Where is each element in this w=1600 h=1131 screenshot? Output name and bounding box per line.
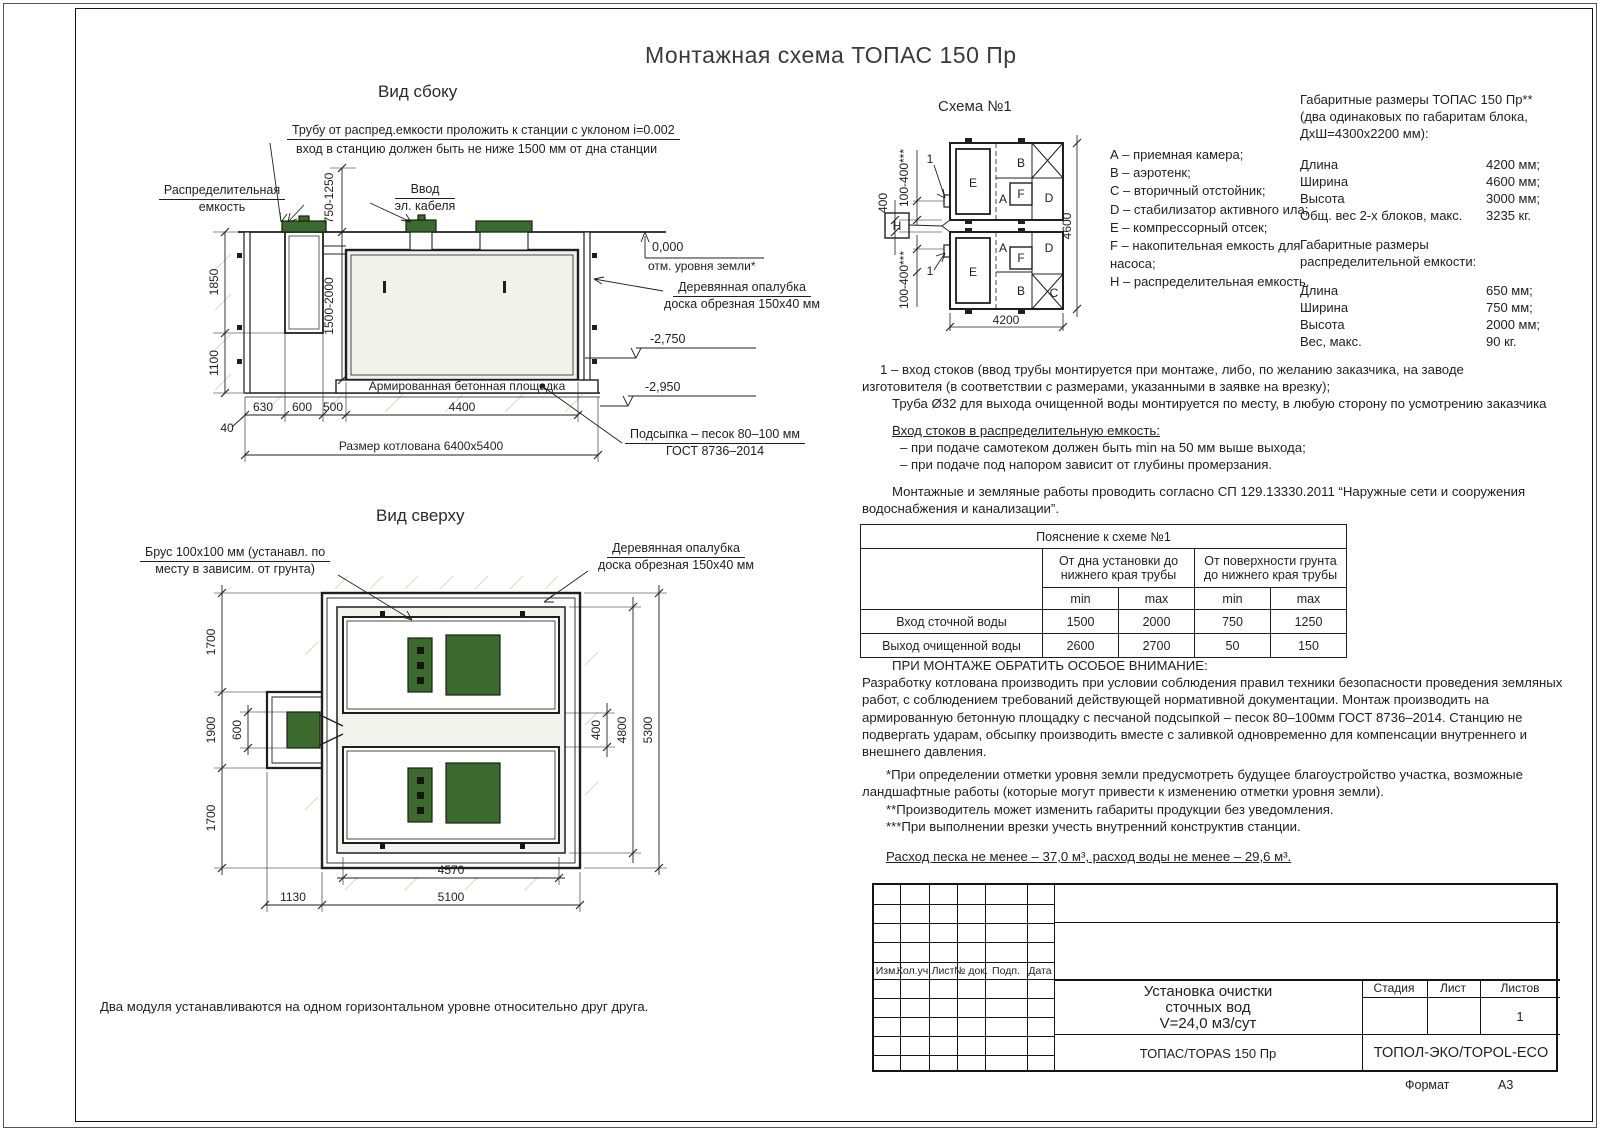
tb-header-izm: Изм. [875,965,899,977]
stage-label: Стадия [1373,981,1415,995]
table-row: Вход сточной воды 1500 2000 750 1250 [861,610,1347,634]
inlet-label-1-bottom: 1 [926,264,934,278]
dim-4400: 4400 [448,400,476,414]
legend-item: В – аэротенк; [1110,165,1191,181]
product-name: ТОПАС/TOPAS 150 Пр [1139,1046,1277,1061]
legend-item: E – компрессорный отсек; [1110,219,1268,235]
formwork-label-top: Деревянная опалубка доска обрезная 150х40 мм [598,541,754,572]
dim-5300: 5300 [641,716,655,744]
dim-400: 400 [589,719,603,741]
dim-4570: 4570 [437,863,465,877]
inlet-label-1-top: 1 [926,152,934,166]
dim-100-400-top: 100-400*** [897,148,911,208]
compartment-a1: A [998,192,1008,206]
sheets-label: Листов [1500,981,1540,995]
dist-sizes-title: Габаритные размеры [1300,237,1429,252]
company-name: ТОПОЛ-ЭКО/TOPOL-ECO [1373,1045,1549,1061]
dim-500: 500 [322,400,344,414]
table-group1: От дна установки до нижнего края трубы [1043,549,1195,588]
dim-400-schema: 400 [876,192,890,214]
level-zero-note: отм. уровня земли* [648,259,756,273]
compartment-f1: F [1017,187,1025,201]
dim-1100: 1100 [207,350,221,376]
pit-size-label: Размер котлована 6400х5400 [338,439,504,453]
format-value: А3 [1498,1078,1514,1092]
compartment-e1: E [968,176,978,190]
sizes-title: Габаритные размеры ТОПАС 150 Пр** [1300,92,1533,107]
table-title: Пояснение к схеме №1 [861,525,1347,549]
dim-4600: 4600 [1060,212,1074,240]
table-group2: От поверхности грунта до нижнего края трубы [1195,549,1347,588]
compartment-b1: B [1016,156,1026,170]
dim-600: 600 [230,719,244,741]
installation-notes: 1 – вход стоков (ввод трубы монтируется при монтаже, либо, по желанию заказчика, на заводе изготовителя (в соответствии с размерами, указанными в заявке на врезку); Труба Ø32 для выхода очищенной воды монтируется по месту, в любую сторону по усмотрению заказчика Вход стоков в распределительную емкость: – при подаче самотеком должен быть min на 50 мм выше выхода; – при подаче под напором зависит от глубины промерзания. Монтажные и земляные работы проводить согласно СП 129.13330.2011 “Наружные сети и сооружения водоснабжения и канализации”. [862,361,1572,517]
compartment-c2: C [1049,286,1059,300]
dim-1500-2000: 1500-2000 [322,277,336,335]
compartment-a2: A [998,241,1008,255]
consumption-note: Расход песка не менее – 37,0 м³, расход воды не менее – 29,6 м³. [886,849,1292,865]
legend-item: F – накопительная емкость для насоса; [1110,238,1301,272]
inlet-note-heading: Вход стоков в распределительную емкость: [892,423,1160,438]
cable-entry-label: Ввод эл. кабеля [394,182,456,213]
table-row: Выход очищенной воды 2600 2700 50 150 [861,634,1347,658]
dim-1700-bottom: 1700 [204,804,218,832]
side-view-heading: Вид сбоку [378,82,458,101]
dim-4200: 4200 [992,313,1020,327]
level-2950: -2,950 [645,380,681,394]
project-title: Установка очистки сточных вод V=24,0 м3/сут [1143,983,1273,1032]
distribution-box-h: H [892,219,902,233]
top-view-heading: Вид сверху [376,506,465,525]
top-view-drawing [80,545,870,965]
tb-header-podp: Подп. [992,965,1020,977]
dim-4800: 4800 [615,716,629,744]
sand-bedding-label: Подсыпка – песок 80–100 мм ГОСТ 8736–2014 [620,427,810,459]
dim-1700-top: 1700 [204,628,218,656]
pipe-note-line1: Трубу от распред.емкости проложить к станции с уклоном i=0.002 [287,123,680,140]
compartment-d2: D [1044,241,1054,255]
legend-item: А – приемная камера; [1110,147,1244,162]
compartment-e2: E [968,265,978,279]
legend-item: С – вторичный отстойник; [1110,183,1266,199]
beam-label: Брус 100х100 мм (устанавл. по месту в зависим. от грунта) [140,545,330,577]
sheets-value: 1 [1516,1009,1524,1024]
level-zero: 0,000 [652,240,684,254]
format-label: Формат [1405,1078,1450,1092]
sheet-label: Лист [1439,981,1467,995]
dim-40: 40 [220,421,234,435]
schema-drawing [855,95,1115,355]
pipe-note-line2: вход в станцию должен быть не ниже 1500 мм от дна станции [296,142,658,156]
tb-header-ndok: № док. [954,965,988,977]
compartment-legend [1110,146,1318,292]
schema-heading: Схема №1 [938,98,1012,115]
compartment-f2: F [1017,251,1025,265]
tb-header-list: Лист [931,965,955,977]
attention-title: ПРИ МОНТАЖЕ ОБРАТИТЬ ОСОБОЕ ВНИМАНИЕ: [892,658,1208,673]
dim-1850: 1850 [207,268,221,296]
concrete-pad-label: Армированная бетонная площадка [368,379,566,393]
overall-sizes: Габаритные размеры ТОПАС 150 Пр** (два одинаковых по габаритам блока, ДхШ=4300х2200 мм): Длина 4200 мм; Ширина 4600 мм; Высота 3000 мм; Общ. вес 2-х блоков, макс. 3235 кг. Габаритные размеры распределительной емкости: Длина 650 мм; Ширина 750 мм; Высота 2000 мм; Вес, макс. 90 кг. [1300,91,1558,350]
attention-block: ПРИ МОНТАЖЕ ОБРАТИТЬ ОСОБОЕ ВНИМАНИЕ: Разработку котлована производить при условии соблюдения правил техники безопасности проведения земляных работ, с соблюдением требований действующей нормативной документации. Монтаж производить на армированную бетонную площадку с песчаной подсыпкой – песок 80–100мм ГОСТ 8736–2014. Станцию не подвергать ударам, обсыпку производить вместе с заливкой одновременно для компенсации внутреннего и внешнего давления. *При определении отметки уровня земли предусмотреть будущее благоустройство участка, возможные ландшафтные работы (которые могут привести к изменению отметки уровня земли). **Производитель может изменить габариты продукции без уведомления. ***При выполнении врезки учесть внутренний конструктив станции. Расход песка не менее – 37,0 м³, расход воды не менее – 29,6 м³. [862,657,1574,865]
tb-header-data: Дата [1028,965,1052,977]
title-block [872,883,1558,1072]
attention-body: Разработку котлована производить при условии соблюдения правил техники безопасности проведения земляных работ, с соблюдением требований действующей нормативной документации. Монтаж производить на армированную бетонную площадку с песчаной подсыпкой – песок 80–100мм ГОСТ 8736–2014. Станцию не подвергать ударам, обсыпку производить вместе с заливкой одновременно для компенсации внутреннего и внешнего давления. [862,675,1563,760]
dim-630: 630 [252,400,274,414]
compartment-d1: D [1044,191,1054,205]
formwork-label-side: Деревянная опалубка доска обрезная 150х40 мм [664,280,820,311]
dim-1130: 1130 [280,890,306,904]
page-title: Монтажная схема ТОПАС 150 Пр [645,42,1017,68]
legend-item: H – распределительная емкость. [1110,274,1310,290]
modules-note: Два модуля устанавливаются на одном горизонтальном уровне относительно друг друга. [100,999,649,1014]
compartment-b2: B [1016,284,1026,298]
dim-600: 600 [291,400,313,414]
tb-header-koluch: Кол.уч. [896,965,932,977]
dim-1900: 1900 [204,716,218,744]
schema-explanation-table: Пояснение к схеме №1 От дна установки до нижнего края трубы От поверхности грунта до нижнего края трубы min max min max Вход сточной воды 1500 2000 750 1250 Выход очищенной воды 2600 2700 50 150 [860,524,1347,658]
station-body-fill [346,250,578,380]
dim-750-1250: 750-1250 [322,172,336,224]
legend-item: D – стабилизатор активного ила; [1110,201,1309,217]
dim-5100: 5100 [437,890,465,904]
level-2750: -2,750 [650,332,686,346]
dim-100-400-bottom: 100-400*** [897,250,911,310]
schema-structure [885,143,1063,309]
side-view-green-lids [282,215,532,232]
distribution-tank-label: Распределительная емкость [146,183,298,215]
